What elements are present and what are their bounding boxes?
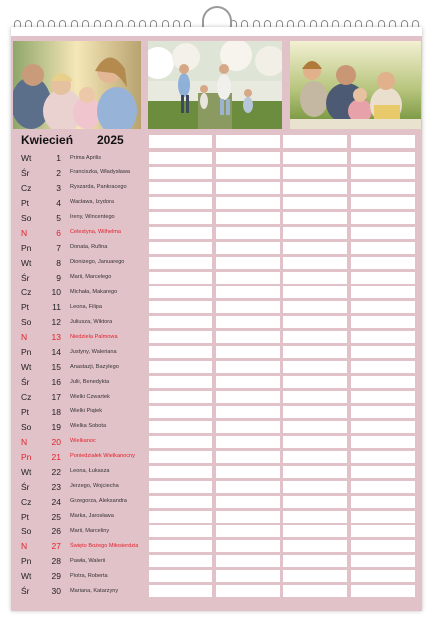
note-cell[interactable]	[216, 466, 280, 478]
note-cell[interactable]	[216, 227, 280, 239]
note-cell[interactable]	[216, 406, 280, 418]
day-of-week: Wt	[21, 257, 32, 268]
note-cell[interactable]	[283, 257, 347, 269]
note-cell[interactable]	[149, 555, 212, 567]
day-of-week: Śr	[21, 586, 30, 597]
name-day-text: Poniedziałek Wielkanocny	[70, 453, 135, 460]
note-cell[interactable]	[283, 212, 347, 224]
day-row	[19, 375, 421, 390]
note-cell[interactable]	[351, 167, 415, 179]
day-of-week: Śr	[21, 272, 30, 283]
note-cell[interactable]	[283, 272, 347, 284]
note-cell[interactable]	[216, 286, 280, 298]
day-number: 20	[51, 436, 61, 447]
note-cell[interactable]	[351, 511, 415, 523]
name-day-text: Leona, Łukasza	[70, 468, 110, 475]
name-day-text: Donata, Rufina	[70, 244, 108, 251]
note-cell[interactable]	[351, 331, 415, 343]
note-cell[interactable]	[351, 286, 415, 298]
note-cell[interactable]	[149, 376, 212, 388]
name-day-text: Ryszarda, Pankracego	[70, 184, 127, 191]
name-day-text: Grzegorza, Aleksandra	[70, 498, 127, 505]
day-row	[19, 420, 421, 435]
day-of-week: Pt	[21, 197, 30, 208]
note-cell[interactable]	[216, 361, 280, 373]
name-day-text: Wielki Piątek	[70, 408, 103, 415]
note-cell[interactable]	[283, 197, 347, 209]
note-cell[interactable]	[283, 585, 347, 597]
day-number: 10	[51, 287, 61, 298]
note-cell[interactable]	[283, 481, 347, 493]
name-day-text: Marii, Marceliny	[70, 527, 110, 534]
day-row	[19, 450, 421, 465]
note-cell[interactable]	[149, 466, 212, 478]
note-cell[interactable]	[149, 212, 212, 224]
note-cell[interactable]	[149, 316, 212, 328]
day-row	[19, 166, 421, 181]
day-of-week: Śr	[21, 481, 30, 492]
day-row	[19, 390, 421, 405]
note-cell[interactable]	[283, 391, 347, 403]
note-cell[interactable]	[149, 391, 212, 403]
month-title: Kwiecień	[21, 133, 74, 147]
day-number: 23	[51, 481, 61, 492]
note-cell[interactable]	[216, 331, 280, 343]
photo-strip	[13, 41, 421, 129]
name-day-text: Anastazji, Bazylego	[70, 363, 119, 370]
note-cell[interactable]	[283, 466, 347, 478]
note-cell[interactable]	[149, 272, 212, 284]
day-number: 6	[56, 227, 61, 238]
calendar-hanger-hook	[202, 6, 232, 28]
day-number: 8	[56, 257, 61, 268]
name-day-text: Franciszka, Władysława	[70, 169, 130, 176]
note-cell[interactable]	[216, 540, 280, 552]
note-cell[interactable]	[351, 540, 415, 552]
day-of-week: Wt	[21, 153, 32, 163]
day-number: 1	[56, 153, 61, 163]
note-cell[interactable]	[149, 451, 212, 463]
day-row	[19, 151, 421, 166]
day-number: 3	[56, 182, 61, 193]
day-number: 18	[51, 406, 61, 417]
note-cell[interactable]	[149, 242, 212, 254]
note-cell[interactable]	[283, 496, 347, 508]
day-rows	[19, 151, 421, 599]
day-row	[19, 584, 421, 599]
day-row	[19, 405, 421, 420]
day-of-week: Śr	[21, 377, 30, 388]
note-cell[interactable]	[149, 481, 212, 493]
note-cell[interactable]	[351, 197, 415, 209]
note-cell[interactable]	[283, 361, 347, 373]
note-cell[interactable]	[351, 152, 415, 164]
note-cell[interactable]	[351, 421, 415, 433]
note-cell[interactable]	[351, 316, 415, 328]
note-cell[interactable]	[351, 361, 415, 373]
day-of-week: Cz	[21, 496, 32, 507]
note-cell[interactable]	[216, 257, 280, 269]
day-of-week: Wt	[21, 362, 32, 373]
name-day-text: Dionizego, Januarego	[70, 259, 125, 266]
day-of-week: Cz	[21, 287, 32, 298]
name-day-text: Piotra, Roberta	[70, 572, 108, 579]
note-cell[interactable]	[149, 331, 212, 343]
note-cell[interactable]	[216, 570, 280, 582]
note-cell[interactable]	[216, 496, 280, 508]
day-row	[19, 569, 421, 584]
note-cell[interactable]	[149, 361, 212, 373]
day-row	[19, 315, 421, 330]
note-cell[interactable]	[351, 406, 415, 418]
day-of-week: Cz	[21, 182, 32, 193]
note-cell[interactable]	[351, 242, 415, 254]
day-row	[19, 271, 421, 286]
note-cell[interactable]	[351, 555, 415, 567]
day-number: 27	[51, 541, 61, 552]
note-cell[interactable]	[283, 167, 347, 179]
day-of-week: So	[21, 317, 32, 328]
day-of-week: N	[21, 332, 28, 343]
note-cell[interactable]	[149, 496, 212, 508]
day-of-week: So	[21, 526, 32, 537]
day-row	[19, 241, 421, 256]
note-cell[interactable]	[216, 316, 280, 328]
day-of-week: N	[21, 541, 28, 552]
note-cell[interactable]	[283, 511, 347, 523]
note-cell[interactable]	[283, 376, 347, 388]
note-cell[interactable]	[216, 376, 280, 388]
note-cell[interactable]	[351, 496, 415, 508]
day-row	[19, 211, 421, 226]
note-cell[interactable]	[216, 182, 280, 194]
day-number: 9	[56, 272, 61, 283]
day-of-week: Wt	[21, 571, 32, 582]
note-cell[interactable]	[283, 242, 347, 254]
note-cell[interactable]	[351, 570, 415, 582]
note-cell[interactable]	[149, 182, 212, 194]
note-cell[interactable]	[351, 227, 415, 239]
note-cell[interactable]	[283, 451, 347, 463]
day-of-week: N	[21, 436, 28, 447]
day-number: 30	[51, 586, 61, 597]
note-cell[interactable]	[351, 466, 415, 478]
day-row	[19, 510, 421, 525]
note-cell[interactable]	[149, 286, 212, 298]
day-of-week: Pn	[21, 451, 32, 462]
day-number: 25	[51, 511, 61, 522]
note-cell[interactable]	[216, 152, 280, 164]
day-number: 11	[52, 302, 61, 313]
day-of-week: Pn	[21, 242, 32, 253]
day-number: 17	[51, 392, 61, 402]
note-cell[interactable]	[283, 406, 347, 418]
note-cell[interactable]	[149, 436, 212, 448]
note-cell[interactable]	[149, 167, 212, 179]
year-title: 2025	[97, 133, 124, 147]
note-cell[interactable]	[216, 421, 280, 433]
day-row	[19, 285, 421, 300]
day-number: 7	[56, 242, 61, 253]
name-day-text: Julii, Benedykta	[70, 378, 110, 385]
note-cell[interactable]	[283, 286, 347, 298]
note-cell[interactable]	[216, 272, 280, 284]
note-cell[interactable]	[216, 301, 280, 313]
note-cell[interactable]	[216, 481, 280, 493]
name-day-text: Marka, Jarosława	[70, 513, 114, 519]
note-cell[interactable]	[149, 227, 212, 239]
note-cell[interactable]	[149, 406, 212, 418]
day-row	[19, 524, 421, 539]
note-cell[interactable]	[351, 481, 415, 493]
day-of-week: Pn	[21, 556, 32, 567]
note-cell[interactable]	[283, 525, 347, 537]
note-cell[interactable]	[351, 436, 415, 448]
day-row	[19, 480, 421, 495]
notes-column-header	[351, 135, 415, 148]
day-number: 29	[51, 571, 61, 582]
note-cell[interactable]	[283, 301, 347, 313]
day-row	[19, 554, 421, 569]
note-cell[interactable]	[351, 391, 415, 403]
note-cell[interactable]	[283, 540, 347, 552]
day-number: 26	[51, 526, 61, 537]
day-row	[19, 539, 421, 554]
note-cell[interactable]	[216, 451, 280, 463]
note-cell[interactable]	[216, 555, 280, 567]
note-cell[interactable]	[283, 421, 347, 433]
name-day-text: Leona, Filipa	[70, 303, 103, 310]
sheet-top-strip	[11, 27, 422, 36]
name-day-text: Pawła, Walerii	[70, 557, 106, 564]
name-day-text: Justyny, Waleriana	[70, 348, 117, 355]
day-row	[19, 330, 421, 345]
name-day-text: Wielki Czwartek	[70, 393, 110, 400]
note-cell[interactable]	[283, 152, 347, 164]
note-cell[interactable]	[283, 346, 347, 358]
note-cell[interactable]	[216, 436, 280, 448]
note-cell[interactable]	[283, 316, 347, 328]
note-cell[interactable]	[283, 331, 347, 343]
day-number: 2	[56, 167, 61, 178]
note-cell[interactable]	[149, 585, 212, 597]
day-number: 12	[51, 317, 61, 328]
notes-header-row	[19, 135, 421, 149]
name-day-text: Wacława, Izydora	[70, 199, 114, 206]
note-cell[interactable]	[149, 346, 212, 358]
note-cell[interactable]	[149, 152, 212, 164]
note-cell[interactable]	[283, 436, 347, 448]
day-number: 21	[51, 451, 61, 462]
note-cell[interactable]	[216, 167, 280, 179]
note-cell[interactable]	[216, 197, 280, 209]
note-cell[interactable]	[351, 272, 415, 284]
name-day-text: Wielka Sobota	[70, 423, 107, 430]
day-number: 13	[51, 332, 61, 343]
day-row	[19, 300, 421, 315]
day-number: 24	[51, 496, 61, 507]
note-cell[interactable]	[283, 570, 347, 582]
day-number: 4	[56, 197, 61, 208]
day-row	[19, 196, 421, 211]
day-of-week: Pt	[21, 406, 30, 417]
day-number: 19	[51, 421, 61, 432]
note-cell[interactable]	[149, 540, 212, 552]
day-number: 28	[51, 556, 61, 567]
day-number: 5	[56, 212, 61, 223]
day-of-week: Cz	[21, 392, 32, 402]
note-cell[interactable]	[149, 197, 212, 209]
day-of-week: Pt	[21, 302, 30, 313]
family-photo-3	[290, 41, 421, 129]
name-day-text: Juliusza, Wiktora	[70, 318, 113, 325]
family-photo-1	[13, 41, 141, 129]
day-row	[19, 345, 421, 360]
day-row	[19, 465, 421, 480]
note-cell[interactable]	[351, 301, 415, 313]
note-cell[interactable]	[216, 212, 280, 224]
name-day-text: Jerzego, Wojciecha	[70, 483, 119, 490]
name-day-text: Mariana, Katarzyny	[70, 587, 119, 594]
note-cell[interactable]	[351, 525, 415, 537]
name-day-text: Celestyna, Wilhelma	[70, 229, 121, 236]
day-of-week: Śr	[21, 167, 30, 178]
notes-column-header	[216, 135, 280, 148]
day-of-week: Pt	[21, 511, 30, 522]
name-day-text: Niedziela Palmowa	[70, 333, 118, 340]
name-day-text: Ireny, Wincentego	[70, 214, 115, 221]
day-row	[19, 256, 421, 271]
note-cell[interactable]	[351, 451, 415, 463]
note-cell[interactable]	[283, 182, 347, 194]
note-cell[interactable]	[216, 585, 280, 597]
note-cell[interactable]	[216, 525, 280, 537]
note-cell[interactable]	[216, 346, 280, 358]
note-cell[interactable]	[351, 182, 415, 194]
note-cell[interactable]	[351, 346, 415, 358]
note-cell[interactable]	[149, 421, 212, 433]
day-row	[19, 226, 421, 241]
day-of-week: Wt	[21, 466, 32, 477]
note-cell[interactable]	[351, 257, 415, 269]
day-row	[19, 360, 421, 375]
name-day-text: Michała, Makarego	[70, 288, 118, 295]
note-cell[interactable]	[351, 212, 415, 224]
name-day-text: Marii, Marcelego	[70, 274, 112, 280]
note-cell[interactable]	[351, 376, 415, 388]
day-number: 16	[51, 377, 61, 388]
day-number: 22	[51, 466, 61, 477]
day-of-week: So	[21, 421, 32, 432]
day-row	[19, 495, 421, 510]
note-cell[interactable]	[149, 301, 212, 313]
note-cell[interactable]	[216, 511, 280, 523]
name-day-text: Święto Bożego Miłosierdzia	[70, 542, 139, 549]
notes-column-header	[149, 135, 212, 148]
day-row	[19, 435, 421, 450]
day-row	[19, 181, 421, 196]
note-cell[interactable]	[149, 525, 212, 537]
note-cell[interactable]	[283, 227, 347, 239]
note-cell[interactable]	[216, 391, 280, 403]
note-cell[interactable]	[351, 585, 415, 597]
notes-column-header	[283, 135, 347, 148]
note-cell[interactable]	[149, 511, 212, 523]
note-cell[interactable]	[149, 570, 212, 582]
note-cell[interactable]	[149, 257, 212, 269]
day-number: 15	[51, 362, 61, 373]
day-number: 14	[51, 347, 61, 358]
day-of-week: N	[21, 227, 28, 238]
day-of-week: So	[21, 212, 32, 223]
name-day-text: Wielkanoc	[70, 438, 96, 445]
day-of-week: Pn	[21, 347, 32, 358]
note-cell[interactable]	[283, 555, 347, 567]
note-cell[interactable]	[216, 242, 280, 254]
name-day-text: Prima Aprilis	[70, 154, 102, 161]
family-photo-2	[148, 41, 282, 129]
